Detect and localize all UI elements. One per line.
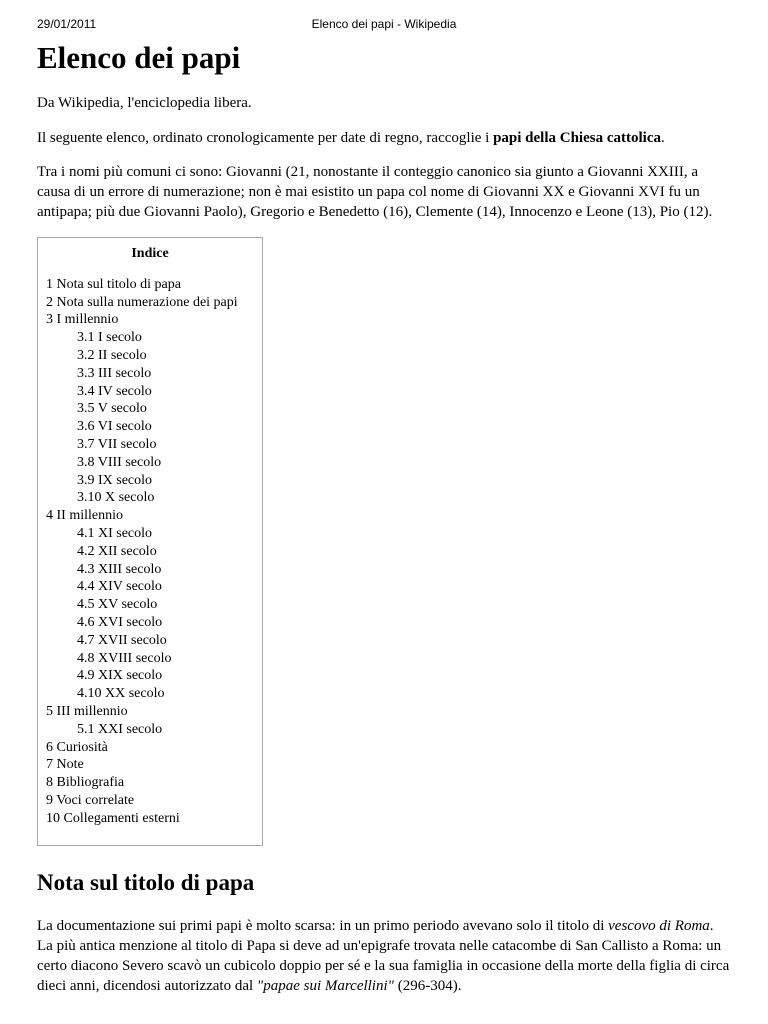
tagline: Da Wikipedia, l'enciclopedia libera. xyxy=(37,95,252,111)
toc-item[interactable]: 5.1 XXI secolo xyxy=(77,721,163,737)
toc-item[interactable]: 5 III millennio xyxy=(46,703,128,719)
toc-item[interactable]: 3.4 IV secolo xyxy=(77,383,152,399)
toc-item[interactable]: 3.2 II secolo xyxy=(77,347,147,363)
toc-item[interactable]: 4.4 XIV secolo xyxy=(77,579,162,595)
print-doc-title: Elenco dei papi - Wikipedia xyxy=(311,17,457,31)
page-title: Elenco dei papi xyxy=(37,40,241,75)
toc-item[interactable]: 3.9 IX secolo xyxy=(77,472,153,488)
para-text-end: (296-304). xyxy=(393,977,462,994)
toc-item[interactable]: 4.2 XII secolo xyxy=(77,543,157,559)
toc-item[interactable]: 3.5 V secolo xyxy=(77,401,147,417)
toc-item[interactable]: 4.1 XI secolo xyxy=(77,525,153,541)
section-heading-titolo: Nota sul titolo di papa xyxy=(37,869,255,895)
toc-item[interactable]: 9 Voci correlate xyxy=(46,792,135,808)
names-paragraph: Tra i nomi più comuni ci sono: Giovanni (21, nonostante il conteggio canonico sia giunto a Giovanni XXIII, a causa di un errore di numerazione; non è mai esistito un papa col nome di Giovanni XX e Giovanni XVI fu un antipapa; più due Giovanni Paolo), Gregorio e Benedetto (16), Clemente (14), Innocenzo e Leone (13), Pio (12). xyxy=(37,164,713,220)
toc-item[interactable]: 1 Nota sul titolo di papa xyxy=(46,276,181,292)
toc-title: Indice xyxy=(131,246,169,261)
toc-item[interactable]: 7 Note xyxy=(46,757,84,773)
toc-item[interactable]: 4 II millennio xyxy=(46,508,123,524)
intro-text-after: . xyxy=(660,130,665,146)
print-header xyxy=(37,17,731,35)
toc-item[interactable]: 4.3 XIII secolo xyxy=(77,561,162,577)
papi-link[interactable]: papi della Chiesa cattolica xyxy=(493,130,661,146)
toc-item[interactable]: 3.3 III secolo xyxy=(77,365,152,381)
toc-item[interactable]: 4.9 XIX secolo xyxy=(77,668,163,684)
section-paragraph xyxy=(37,916,732,996)
para-italic-marcellini: "papae sui Marcellini" xyxy=(256,977,394,994)
intro-text-before: Il seguente elenco, ordinato cronologicamente per date di regno, raccoglie i xyxy=(37,130,494,146)
toc-item[interactable]: 2 Nota sulla numerazione dei papi xyxy=(46,294,238,310)
toc-item[interactable]: 3.8 VIII secolo xyxy=(77,454,162,470)
intro-paragraph xyxy=(37,128,732,148)
toc-item[interactable]: 3 I millennio xyxy=(46,312,119,328)
toc-item[interactable]: 4.8 XVIII secolo xyxy=(77,650,172,666)
toc-item[interactable]: 3.7 VII secolo xyxy=(77,436,157,452)
table-of-contents xyxy=(37,237,263,846)
toc-item[interactable]: 4.7 XVII secolo xyxy=(77,632,167,648)
para-italic-vescovo: vescovo di Roma xyxy=(608,917,710,934)
print-date: 29/01/2011 xyxy=(37,17,97,31)
toc-item[interactable]: 4.10 XX secolo xyxy=(77,686,165,702)
toc-item[interactable]: 4.6 XVI secolo xyxy=(77,614,163,630)
article-content xyxy=(37,38,732,996)
toc-item[interactable]: 6 Curiosità xyxy=(46,739,108,755)
toc-item[interactable]: 3.6 VI secolo xyxy=(77,419,152,435)
toc-item[interactable]: 4.5 XV secolo xyxy=(77,597,158,613)
toc-item[interactable]: 8 Bibliografia xyxy=(46,775,125,791)
toc-item[interactable]: 3.1 I secolo xyxy=(77,330,142,346)
para-text-mid: . La più antica menzione al titolo di Papa si deve ad un'epigrafe trovata nelle catacombe di San Callisto a Roma: un certo diacono Severo scavò un cubicolo doppio per sé e la sua famiglia in occasione della morte della figlia di circa dieci anni, dicendosi autorizzato dal xyxy=(37,917,730,994)
toc-item[interactable]: 3.10 X secolo xyxy=(77,490,155,506)
toc-item[interactable]: 10 Collegamenti esterni xyxy=(46,810,180,826)
toc-list xyxy=(46,276,254,828)
para-text-start: La documentazione sui primi papi è molto scarsa: in un primo periodo avevano solo il titolo di xyxy=(37,917,609,934)
